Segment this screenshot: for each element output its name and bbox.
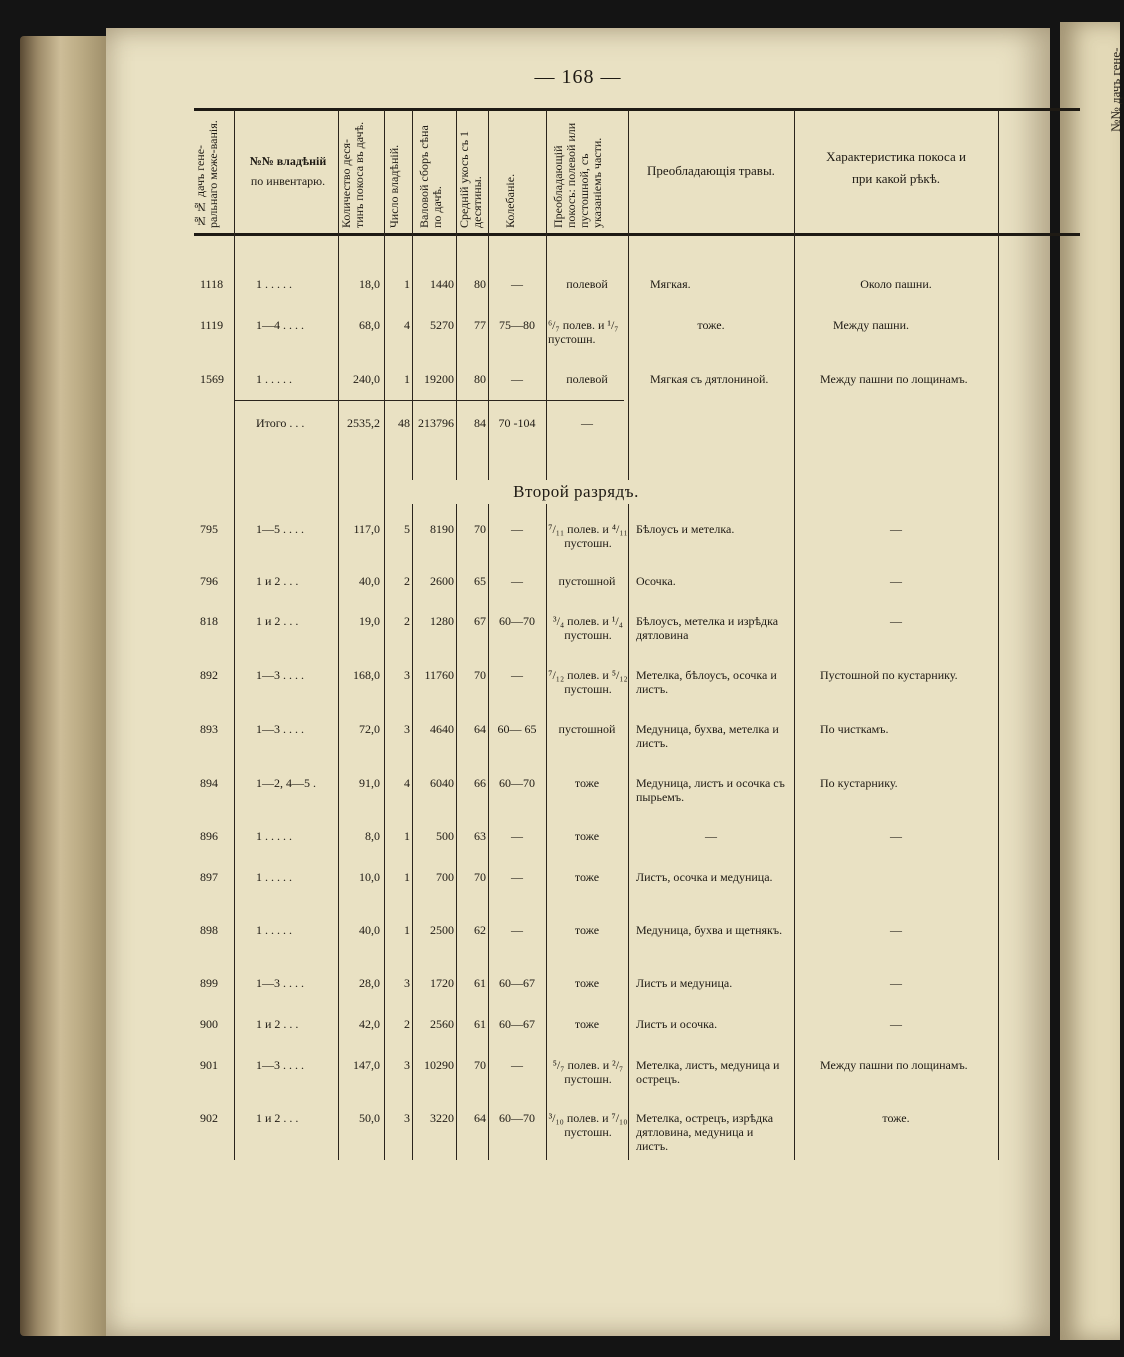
sredniy: 66 <box>474 776 486 790</box>
trava: Листъ и осочка. <box>636 1017 718 1031</box>
dacha-number: 892 <box>200 668 218 682</box>
dacha-number: 1118 <box>200 277 224 291</box>
chislo: 1 <box>404 829 410 843</box>
pokos: тоже <box>574 829 600 843</box>
harakter: По кустарнику. <box>820 776 898 790</box>
harakter: Между пашни. <box>832 318 910 332</box>
pokos: ⁶/₇ полев. и ¹/₇ пустошн. <box>548 318 619 346</box>
pokos: пустошной <box>558 574 616 588</box>
sredniy: 62 <box>474 923 486 937</box>
kolichestvo: 91,0 <box>359 776 380 790</box>
col-line <box>234 110 235 1160</box>
chislo: 1 <box>404 870 410 884</box>
header-kolebanie: Колебаніе. <box>503 173 517 228</box>
pokos: ³/₁₀ полев. и ⁷/₁₀ пустошн. <box>548 1111 628 1139</box>
col-line <box>412 110 413 1160</box>
chislo: 2 <box>404 614 410 628</box>
harakter: — <box>890 1017 902 1031</box>
kolichestvo: 8,0 <box>365 829 380 843</box>
pokos: ⁷/₁₂ полев. и ⁵/₁₂ пустошн. <box>548 668 628 696</box>
trava: Листъ, осочка и медуница. <box>636 870 773 884</box>
col-line <box>998 110 999 1160</box>
total-pokos: — <box>581 416 593 430</box>
kolebanie: — <box>511 870 523 884</box>
pokos: ⁵/₇ полев. и ²/₇ пустошн. <box>552 1058 624 1086</box>
valovoy: 10290 <box>424 1058 454 1072</box>
valovoy: 1440 <box>430 277 454 291</box>
kolebanie: — <box>511 277 523 291</box>
header-dacha: №№ дачъ гене-ральнаго меже-ванія. <box>193 120 220 228</box>
kolebanie: 75—80 <box>499 318 535 332</box>
kolebanie: — <box>511 668 523 682</box>
kolebanie: — <box>511 574 523 588</box>
header-bottom-rule <box>194 233 1080 236</box>
vladenie: 1 и 2 . . . <box>256 1111 299 1125</box>
chislo: 4 <box>404 318 410 332</box>
header-valovoy: Валовой сборъ сѣна по дачѣ. <box>417 125 444 228</box>
valovoy: 700 <box>436 870 454 884</box>
trava: Метелка, бѣлоусъ, осочка и листъ. <box>636 668 777 696</box>
kolebanie: 60—70 <box>499 776 535 790</box>
valovoy: 8190 <box>430 522 454 536</box>
valovoy: 6040 <box>430 776 454 790</box>
pokos: тоже <box>574 923 600 937</box>
sredniy: 64 <box>474 1111 486 1125</box>
vladenie: 1 и 2 . . . <box>256 574 299 588</box>
harakter: — <box>890 923 902 937</box>
trava: Медуница, бухва и щетнякъ. <box>636 923 783 937</box>
valovoy: 3220 <box>430 1111 454 1125</box>
total-rule <box>234 400 624 401</box>
header-sredniy: Средній укосъ съ 1 десятины. <box>457 130 484 228</box>
vladenie: 1 . . . . . <box>256 923 292 937</box>
kolichestvo: 147,0 <box>353 1058 380 1072</box>
header-chislo: Число владѣній. <box>387 144 401 228</box>
total-kolichestvo: 2535,2 <box>347 416 380 430</box>
pokos: полевой <box>566 277 608 291</box>
dacha-number: 894 <box>200 776 218 790</box>
sredniy: 70 <box>474 870 486 884</box>
col-line <box>488 110 489 1160</box>
page-number: — 168 — <box>534 66 622 88</box>
header-preobl-pokos: Преобладающій покосъ: полевой или пустошной, съ указаніемъ части. <box>551 122 604 228</box>
sredniy: 80 <box>474 372 486 386</box>
vladenie: 1—3 . . . . <box>256 1058 304 1072</box>
total-label: Итого . . . <box>256 416 305 430</box>
valovoy: 2600 <box>430 574 454 588</box>
header-kolichestvo: Количество деся-тинъ покоса въ дачѣ. <box>339 121 366 228</box>
chislo: 2 <box>404 1017 410 1031</box>
vladenie: 1—4 . . . . <box>256 318 304 332</box>
section-title: Второй разрядъ. <box>406 480 746 504</box>
kolebanie: 60—67 <box>499 976 535 990</box>
valovoy: 2500 <box>430 923 454 937</box>
kolebanie: — <box>511 372 523 386</box>
sredniy: 61 <box>474 976 486 990</box>
dacha-number: 1119 <box>200 318 224 332</box>
vladenie: 1 . . . . . <box>256 870 292 884</box>
kolichestvo: 50,0 <box>359 1111 380 1125</box>
valovoy: 5270 <box>430 318 454 332</box>
trava: Мягкая. <box>650 277 691 291</box>
harakter: Около пашни. <box>860 277 932 291</box>
vladenie: 1—3 . . . . <box>256 722 304 736</box>
kolebanie: 60—70 <box>499 1111 535 1125</box>
dacha-number: 902 <box>200 1111 218 1125</box>
chislo: 1 <box>404 277 410 291</box>
total-chislo: 48 <box>398 416 410 430</box>
sredniy: 77 <box>474 318 486 332</box>
dacha-number: 1569 <box>200 372 224 386</box>
kolebanie: — <box>511 923 523 937</box>
table-top-rule <box>194 108 1080 111</box>
pokos: тоже <box>574 976 600 990</box>
kolichestvo: 10,0 <box>359 870 380 884</box>
kolichestvo: 72,0 <box>359 722 380 736</box>
harakter: тоже. <box>882 1111 910 1125</box>
trava: тоже. <box>697 318 725 332</box>
dacha-number: 796 <box>200 574 218 588</box>
pokos: тоже <box>574 1017 600 1031</box>
sredniy: 61 <box>474 1017 486 1031</box>
kolichestvo: 18,0 <box>359 277 380 291</box>
kolebanie: 60— 65 <box>497 722 537 736</box>
vladenie: 1—2, 4—5 . <box>256 776 316 790</box>
harakter: По чисткамъ. <box>820 722 889 736</box>
harakter: — <box>890 614 902 628</box>
harakter: Между пашни по лощинамъ. <box>820 372 968 386</box>
chislo: 2 <box>404 574 410 588</box>
col-line <box>794 110 795 1160</box>
chislo: 3 <box>404 976 410 990</box>
header-travy: Преобладающія травы. <box>647 163 775 178</box>
dacha-number: 818 <box>200 614 218 628</box>
pokos: тоже <box>574 776 600 790</box>
kolebanie: — <box>511 522 523 536</box>
valovoy: 2560 <box>430 1017 454 1031</box>
trava: — <box>705 829 717 843</box>
pokos: тоже <box>574 870 600 884</box>
chislo: 5 <box>404 522 410 536</box>
dacha-number: 899 <box>200 976 218 990</box>
next-page-header-stub: №№ дачъ гене- <box>1108 47 1123 132</box>
dacha-number: 897 <box>200 870 218 884</box>
kolichestvo: 240,0 <box>353 372 380 386</box>
trava: Осочка. <box>636 574 676 588</box>
book-page <box>106 28 1050 1336</box>
harakter: — <box>890 976 902 990</box>
col-line <box>628 110 629 1160</box>
header-harakter-line2: при какой рѣкѣ. <box>851 171 941 186</box>
sredniy: 70 <box>474 1058 486 1072</box>
trava: Бѣлоусъ и метелка. <box>636 522 735 536</box>
trava: Мягкая съ дятлониной. <box>650 372 769 386</box>
dacha-number: 901 <box>200 1058 218 1072</box>
harakter: Между пашни по лощинамъ. <box>820 1058 968 1072</box>
chislo: 1 <box>404 372 410 386</box>
kolichestvo: 40,0 <box>359 574 380 588</box>
kolichestvo: 28,0 <box>359 976 380 990</box>
vladenie: 1—3 . . . . <box>256 976 304 990</box>
valovoy: 1280 <box>430 614 454 628</box>
sredniy: 64 <box>474 722 486 736</box>
kolebanie: 60—67 <box>499 1017 535 1031</box>
trava: Медуница, листъ и осочка съ пырьемъ. <box>636 776 785 804</box>
valovoy: 11760 <box>424 668 454 682</box>
kolichestvo: 42,0 <box>359 1017 380 1031</box>
trava: Метелка, острецъ, изрѣдка дятловина, медуница и листъ. <box>636 1111 774 1153</box>
col-line <box>546 110 547 1160</box>
vladenie: 1 и 2 . . . <box>256 1017 299 1031</box>
sredniy: 65 <box>474 574 486 588</box>
pokos: пустошной <box>558 722 616 736</box>
next-page-edge <box>1060 22 1123 1340</box>
sredniy: 70 <box>474 668 486 682</box>
dacha-number: 900 <box>200 1017 218 1031</box>
header-harakter-line1: Характеристика покоса и <box>826 149 966 164</box>
kolichestvo: 19,0 <box>359 614 380 628</box>
header-harakter <box>796 150 996 186</box>
vladenie: 1 и 2 . . . <box>256 614 299 628</box>
header-vladeniy-line2: по инвентарю. <box>250 174 326 188</box>
vladenie: 1 . . . . . <box>256 277 292 291</box>
valovoy: 4640 <box>430 722 454 736</box>
vladenie: 1 . . . . . <box>256 829 292 843</box>
dacha-number: 795 <box>200 522 218 536</box>
chislo: 3 <box>404 1111 410 1125</box>
valovoy: 1720 <box>430 976 454 990</box>
sredniy: 70 <box>474 522 486 536</box>
kolichestvo: 117,0 <box>353 522 380 536</box>
kolichestvo: 40,0 <box>359 923 380 937</box>
chislo: 4 <box>404 776 410 790</box>
pokos: ⁷/₁₁ полев. и ⁴/₁₁ пустошн. <box>548 522 628 550</box>
sredniy: 80 <box>474 277 486 291</box>
kolebanie: 60—70 <box>499 614 535 628</box>
vladenie: 1—5 . . . . <box>256 522 304 536</box>
kolebanie: — <box>511 1058 523 1072</box>
trava: Листъ и медуница. <box>636 976 733 990</box>
kolichestvo: 68,0 <box>359 318 380 332</box>
valovoy: 500 <box>436 829 454 843</box>
chislo: 3 <box>404 722 410 736</box>
chislo: 3 <box>404 668 410 682</box>
total-kolebanie: 70 -104 <box>498 416 536 430</box>
harakter: — <box>890 522 902 536</box>
col-line <box>456 110 457 1160</box>
book-page-edges <box>20 36 110 1336</box>
header-vladeniy <box>238 154 338 188</box>
vladenie: 1—3 . . . . <box>256 668 304 682</box>
trava: Медуница, бухва, метелка и листъ. <box>636 722 779 750</box>
chislo: 1 <box>404 923 410 937</box>
pokos: ³/₄ полев. и ¹/₄ пустошн. <box>553 614 623 642</box>
total-sredniy: 84 <box>474 416 486 430</box>
pokos: полевой <box>566 372 608 386</box>
valovoy: 19200 <box>424 372 454 386</box>
dacha-number: 896 <box>200 829 218 843</box>
harakter: Пустошной по кустарнику. <box>820 668 958 682</box>
kolichestvo: 168,0 <box>353 668 380 682</box>
kolebanie: — <box>511 829 523 843</box>
dacha-number: 893 <box>200 722 218 736</box>
harakter: — <box>890 574 902 588</box>
total-valovoy: 213796 <box>418 416 454 430</box>
chislo: 3 <box>404 1058 410 1072</box>
harakter: — <box>890 829 902 843</box>
vladenie: 1 . . . . . <box>256 372 292 386</box>
sredniy: 63 <box>474 829 486 843</box>
sredniy: 67 <box>474 614 486 628</box>
header-vladeniy-line1: №№ владѣній <box>249 154 327 168</box>
trava: Бѣлоусъ, метелка и изрѣдка дятловина <box>636 614 779 642</box>
col-line <box>384 110 385 1160</box>
trava: Метелка, листъ, медуница и острецъ. <box>636 1058 780 1086</box>
col-line <box>338 110 339 1160</box>
dacha-number: 898 <box>200 923 218 937</box>
